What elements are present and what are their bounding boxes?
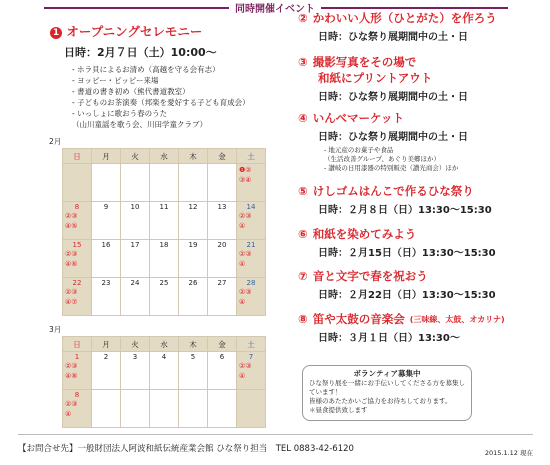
calendar-month-label: 3月	[49, 325, 62, 334]
event-item	[298, 54, 548, 103]
event-item	[298, 110, 548, 173]
day-number: 27	[217, 279, 227, 287]
calendar-day-cell	[92, 240, 121, 278]
calendar-day-cell	[150, 278, 179, 316]
event-markers: ④	[239, 298, 246, 306]
calendar-february	[62, 148, 266, 316]
calendar-day-cell	[237, 278, 266, 316]
opening-program-item: - いっしょに歌おう春のうた	[72, 109, 168, 118]
event-markers: ④⑧	[65, 372, 78, 380]
event-title-note: (三味線、太鼓、オカリナ)	[409, 314, 505, 324]
calendar-day-cell	[150, 352, 179, 390]
opening-program-item: - ホラ貝によるお清め（高越を守る会有志）	[72, 65, 220, 74]
event-markers: ④⑤	[65, 222, 78, 230]
contact-info: 一般財団法人阿波和紙伝統産業会館 ひな祭り担当 TEL 0883-42-6120	[77, 444, 354, 454]
weekday-header: 土	[237, 149, 266, 164]
calendar-day-cell	[121, 278, 150, 316]
opening-program-item: - ヨッピー・ピッピー来場	[72, 76, 159, 85]
event-markers: ②③	[239, 212, 252, 220]
calendar-day-cell	[150, 390, 179, 428]
day-number: 2	[103, 353, 109, 361]
calendar-month-label: 2月	[49, 137, 62, 146]
volunteer-line: ＊昼食提供致します	[309, 406, 368, 414]
event-number: ⑥	[298, 227, 308, 241]
event-number: ④	[298, 111, 308, 125]
calendar-march	[62, 336, 266, 428]
event-date: 日時：２月22日（日）13:30～15:30	[318, 290, 496, 301]
event-title: 音と文字で春を祝おう	[312, 269, 428, 283]
day-number: 9	[103, 203, 109, 211]
event-markers: ④⑦	[65, 298, 78, 306]
calendar-day-cell	[63, 278, 92, 316]
day-number: 4	[161, 353, 167, 361]
day-number: 18	[159, 241, 169, 249]
event-number: ⑤	[298, 184, 308, 198]
day-number: 28	[246, 279, 256, 287]
volunteer-box	[302, 365, 472, 421]
calendar-day-cell	[150, 240, 179, 278]
weekday-header: 水	[150, 149, 179, 164]
day-number: 20	[217, 241, 227, 249]
event-markers: ❶②	[239, 166, 252, 174]
event-date: 日時：ひな祭り展期間中の土・日	[318, 92, 468, 103]
calendar-day-cell	[208, 164, 237, 202]
calendar-day-cell	[150, 202, 179, 240]
weekday-header: 日	[63, 337, 92, 352]
event-date: 日時：ひな祭り展期間中の土・日	[318, 32, 468, 43]
opening-program-item: - 書道の書き初め（熊代書道教室）	[72, 87, 190, 96]
day-number: 26	[188, 279, 198, 287]
calendar-day-cell	[179, 202, 208, 240]
day-number: 15	[72, 241, 82, 249]
calendar-day-cell	[208, 278, 237, 316]
calendar-day-cell	[92, 164, 121, 202]
day-number: 10	[130, 203, 140, 211]
event-title-line2: 和紙にプリントアウト	[318, 71, 433, 85]
day-number: 22	[72, 279, 82, 287]
event-markers: ②③	[65, 288, 78, 296]
event-title: 撮影写真をその場で	[312, 55, 417, 69]
day-number: 7	[248, 353, 254, 361]
volunteer-line: 皆様のあたたかいご協力をお待ちしております。	[309, 397, 452, 405]
calendar-day-cell	[121, 352, 150, 390]
day-number: 14	[246, 203, 256, 211]
calendar-day-cell	[208, 390, 237, 428]
event-markers: ②③	[65, 362, 78, 370]
calendar-day-cell	[237, 164, 266, 202]
weekday-header: 日	[63, 149, 92, 164]
day-number: 23	[101, 279, 111, 287]
event-markers: ④⑥	[65, 260, 78, 268]
event-detail-item: （生活改善グループ、あぐり美郷ほか）	[324, 155, 440, 163]
event-detail-item: - 讃岐の日用漆器の特別販売（讃光商会）ほか	[324, 164, 459, 172]
event-markers: ②③	[239, 250, 252, 258]
event-title: 和紙を染めてみよう	[312, 227, 417, 241]
opening-date: 日時：2月７日（土）10:00～	[64, 46, 217, 59]
calendar-day-cell	[208, 352, 237, 390]
calendar-day-cell	[63, 202, 92, 240]
calendar-day-cell	[179, 240, 208, 278]
event-number: ②	[298, 11, 308, 25]
opening-section	[50, 22, 250, 130]
calendar-day-cell	[179, 390, 208, 428]
contact-label: 【お問合せ先】	[18, 444, 78, 454]
weekday-header: 金	[208, 149, 237, 164]
calendar-day-cell	[63, 352, 92, 390]
header-title: 同時開催イベント	[0, 0, 550, 15]
event-markers: ④	[65, 410, 72, 418]
weekday-header: 火	[121, 149, 150, 164]
as-of-date: 2015.1.12 現在	[484, 449, 533, 457]
event-number: ⑦	[298, 269, 308, 283]
event-title: いんべマーケット	[312, 111, 404, 125]
calendar-day-cell	[237, 352, 266, 390]
event-title: 笛や太鼓の音楽会	[312, 312, 405, 326]
event-item	[298, 311, 548, 344]
calendar-day-cell	[121, 240, 150, 278]
day-number: 17	[130, 241, 140, 249]
event-item	[298, 268, 548, 301]
calendar-day-cell	[92, 352, 121, 390]
volunteer-title: ボランティア募集中	[353, 369, 421, 378]
weekday-header: 月	[92, 337, 121, 352]
event-number-icon: 1	[50, 27, 62, 39]
weekday-header: 水	[150, 337, 179, 352]
calendar-day-cell	[63, 240, 92, 278]
event-detail-item: - 地元産のお菓子や食品	[324, 146, 394, 154]
weekday-header: 土	[237, 337, 266, 352]
calendar-day-cell	[208, 240, 237, 278]
opening-title: 1 オープニングセレモニー	[50, 22, 250, 40]
calendar-day-cell	[150, 164, 179, 202]
calendar-day-cell	[208, 202, 237, 240]
weekday-header: 金	[208, 337, 237, 352]
day-number: 12	[188, 203, 198, 211]
event-markers: ③④	[239, 176, 252, 184]
calendar-day-cell	[121, 202, 150, 240]
event-markers: ②③	[239, 362, 252, 370]
event-date: 日時：ひな祭り展期間中の土・日	[318, 132, 468, 143]
weekday-header: 木	[179, 337, 208, 352]
opening-program-item: - 子どものお茶演奏（邦楽を愛好する子ども育成会）	[72, 98, 250, 107]
event-title: かわいい人形（ひとがた）を作ろう	[312, 11, 497, 25]
day-number: 6	[219, 353, 225, 361]
weekday-header: 木	[179, 149, 208, 164]
calendar-day-cell	[121, 390, 150, 428]
day-number: 5	[190, 353, 196, 361]
calendar-day-cell	[179, 164, 208, 202]
day-number: 1	[74, 353, 80, 361]
day-number: 16	[101, 241, 111, 249]
calendar-day-cell	[237, 390, 266, 428]
day-number: 19	[188, 241, 198, 249]
calendar-day-cell	[92, 202, 121, 240]
opening-program-list	[72, 64, 250, 130]
weekday-header: 火	[121, 337, 150, 352]
calendar-day-cell	[63, 164, 92, 202]
event-number: ⑧	[298, 312, 308, 326]
calendar-day-cell	[92, 278, 121, 316]
day-number: 3	[132, 353, 138, 361]
event-markers: ④	[239, 222, 246, 230]
calendar-day-cell	[63, 390, 92, 428]
calendar-day-cell	[92, 390, 121, 428]
event-item	[298, 183, 548, 216]
calendar-day-cell	[237, 202, 266, 240]
opening-program-item: （山川童謡を歌う会、川田学童クラブ）	[72, 120, 208, 129]
calendar-day-cell	[121, 164, 150, 202]
event-details	[324, 146, 548, 173]
day-number: 24	[130, 279, 140, 287]
event-item	[298, 226, 548, 259]
day-number: 8	[74, 203, 80, 211]
event-markers: ④	[239, 260, 246, 268]
event-item	[298, 10, 548, 43]
event-date: 日時：３月１日（日）13:30～	[318, 333, 460, 344]
event-date: 日時：２月15日（日）13:30～15:30	[318, 248, 496, 259]
day-number: 21	[246, 241, 256, 249]
day-number: 8	[74, 391, 80, 399]
event-date: 日時：２月８日（日）13:30～15:30	[318, 205, 492, 216]
event-markers: ②③	[65, 400, 78, 408]
day-number: 11	[159, 203, 169, 211]
calendar-day-cell	[179, 352, 208, 390]
event-markers: ④	[239, 372, 246, 380]
event-markers: ②③	[239, 288, 252, 296]
event-number: ③	[298, 55, 308, 69]
event-markers: ②③	[65, 212, 78, 220]
day-number: 13	[217, 203, 227, 211]
weekday-header: 月	[92, 149, 121, 164]
footer	[18, 434, 533, 457]
day-number: 25	[159, 279, 169, 287]
event-title: けしゴムはんこで作るひな祭り	[312, 184, 474, 198]
volunteer-line: ひな祭り展を一緒にお手伝いしてくださる方を募集しています！	[309, 379, 465, 396]
event-markers: ②③	[65, 250, 78, 258]
calendar-day-cell	[179, 278, 208, 316]
calendar-day-cell	[237, 240, 266, 278]
